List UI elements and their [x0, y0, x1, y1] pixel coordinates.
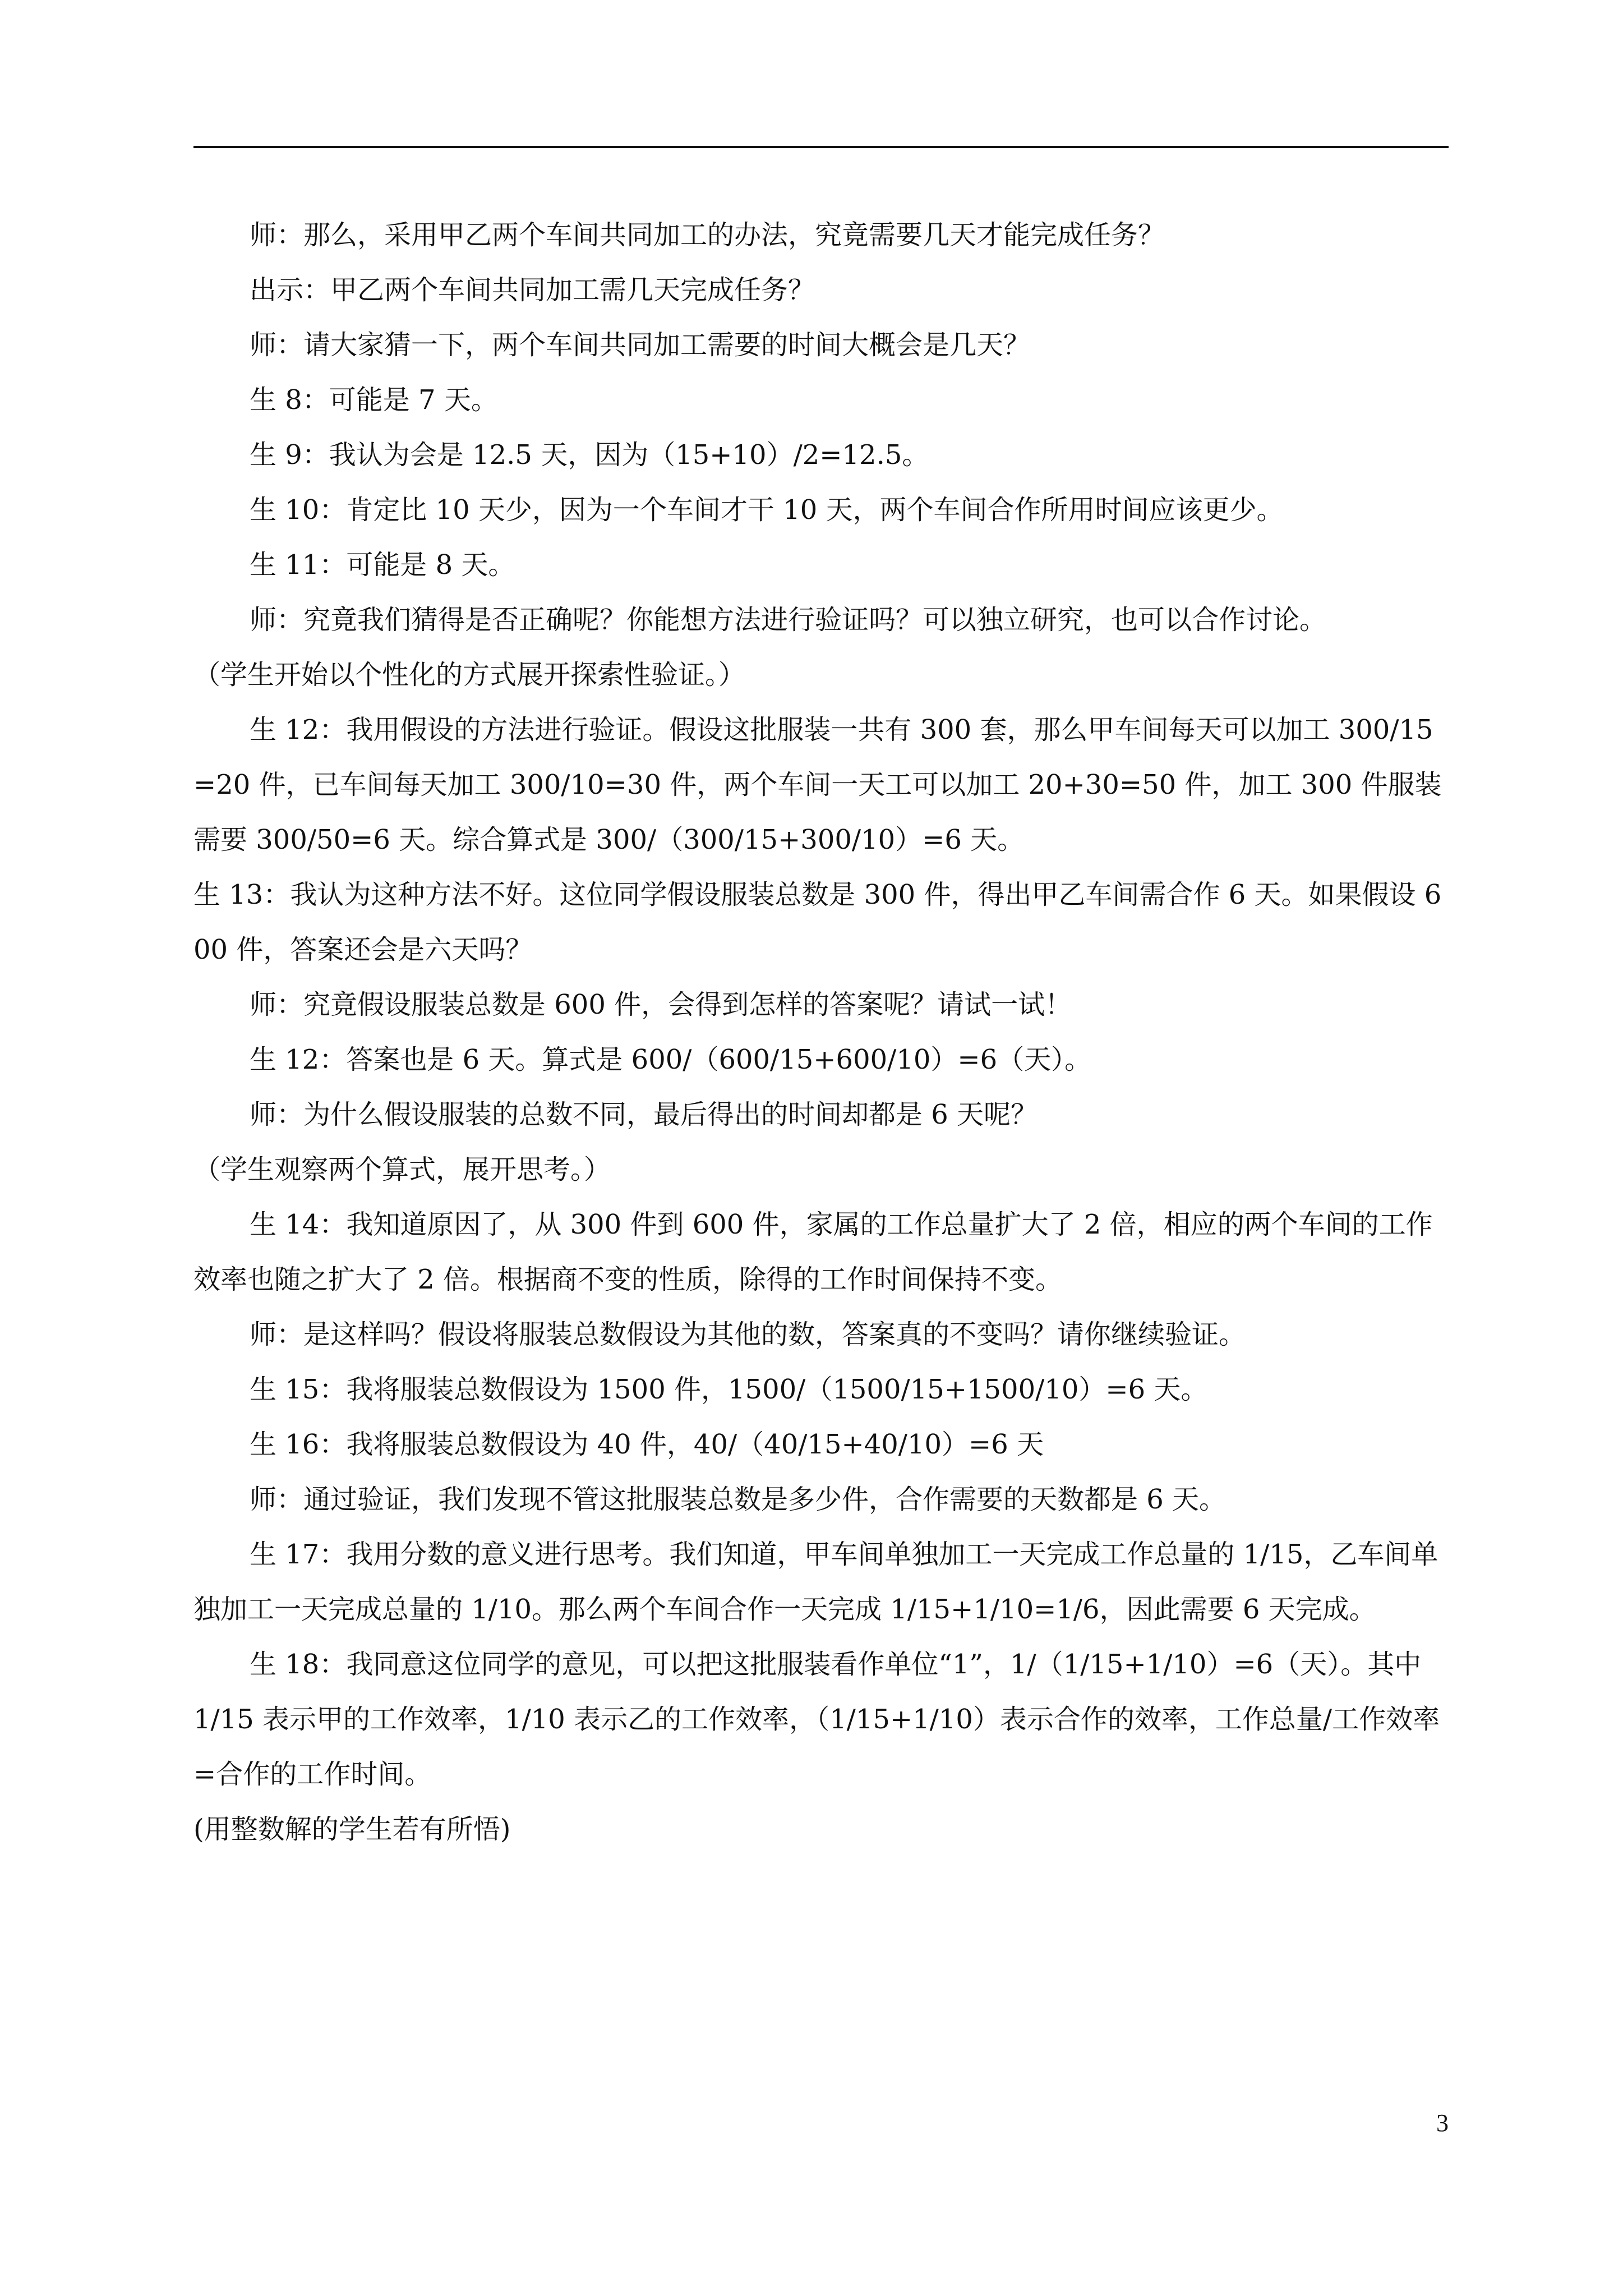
paragraph: 生 14：我知道原因了，从 300 件到 600 件，家属的工作总量扩大了 2 倍，相应的两个车间的工作效率也随之扩大了 2 倍。根据商不变的性质，除得的工作时间保持不变。 — [193, 1209, 1433, 1295]
paragraph: 生 17：我用分数的意义进行思考。我们知道，甲车间单独加工一天完成工作总量的 1/15，乙车间单独加工一天完成总量的 1/10。那么两个车间合作一天完成 1/15+1/10=1/6，因此需要 6 天完成。 — [193, 1539, 1438, 1625]
paragraph: (用整数解的学生若有所悟) — [193, 1814, 511, 1845]
paragraph: 师：是这样吗？假设将服装总数假设为其他的数，答案真的不变吗？请你继续验证。 — [250, 1319, 1246, 1350]
paragraph: 师：为什么假设服装的总数不同，最后得出的时间却都是 6 天呢？ — [250, 1099, 1038, 1130]
paragraph: 师：那么，采用甲乙两个车间共同加工的办法，究竟需要几天才能完成任务？ — [250, 219, 1165, 251]
paragraph: 生 15：我将服装总数假设为 1500 件，1500/（1500/15+1500/10）=6 天。 — [250, 1374, 1208, 1405]
page-number: 3 — [1436, 2109, 1449, 2137]
paragraph: 师：究竟我们猜得是否正确呢？你能想方法进行验证吗？可以独立研究，也可以合作讨论。 — [250, 604, 1327, 636]
paragraph: 师：通过验证，我们发现不管这批服装总数是多少件，合作需要的天数都是 6 天。 — [250, 1484, 1227, 1515]
paragraph: 生 18：我同意这位同学的意见，可以把这批服装看作单位“1”，1/（1/15+1/10）=6（天）。其中 1/15 表示甲的工作效率，1/10 表示乙的工作效率，（1/15+1/10）表示合作的效率，工作总量/工作效率=合作的工作时间。 — [193, 1649, 1440, 1790]
paragraph: 出示：甲乙两个车间共同加工需几天完成任务？ — [250, 274, 815, 306]
paragraph: 生 11：可能是 8 天。 — [250, 549, 515, 581]
document-body — [193, 208, 1449, 1857]
paragraph: 生 16：我将服装总数假设为 40 件，40/（40/15+40/10）=6 天 — [250, 1429, 1044, 1460]
paragraph: 师：请大家猜一下，两个车间共同加工需要的时间大概会是几天？ — [250, 329, 1031, 361]
paragraph: 生 12：答案也是 6 天。算式是 600/（600/15+600/10）=6（天）。 — [250, 1044, 1092, 1075]
paragraph: 生 9：我认为会是 12.5 天，因为（15+10）/2=12.5。 — [250, 439, 929, 471]
paragraph: 生 10：肯定比 10 天少，因为一个车间才干 10 天，两个车间合作所用时间应该更少。 — [250, 494, 1284, 526]
paragraph: 生 12：我用假设的方法进行验证。假设这批服装一共有 300 套，那么甲车间每天可以加工 300/15=20 件，已车间每天加工 300/10=30 件，两个车间一天工可以加工 20+30=50 件，加工 300 件服装需要 300/50=6 天。综合算式是 300/（300/15+300/10）=6 天。 — [193, 714, 1442, 855]
paragraph: 生 13：我认为这种方法不好。这位同学假设服装总数是 300 件，得出甲乙车间需合作 6 天。如果假设 600 件，答案还会是六天吗？ — [193, 879, 1442, 965]
paragraph: 师：究竟假设服装总数是 600 件，会得到怎样的答案呢？请试一试！ — [250, 989, 1072, 1020]
paragraph: 生 8：可能是 7 天。 — [250, 384, 498, 416]
paragraph: （学生观察两个算式，展开思考。） — [193, 1154, 611, 1185]
header-rule — [193, 146, 1449, 148]
paragraph: （学生开始以个性化的方式展开探索性验证。） — [193, 659, 746, 691]
